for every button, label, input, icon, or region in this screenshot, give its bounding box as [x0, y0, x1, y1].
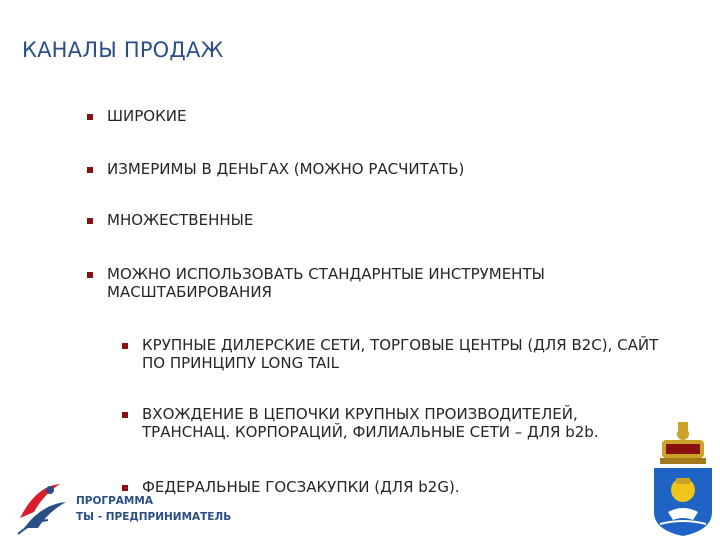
bullet-marker-icon: [87, 272, 93, 278]
bullet-marker-icon: [87, 218, 93, 224]
bullet-text: ШИРОКИЕ: [107, 107, 187, 125]
bullet-item-2: [87, 160, 647, 178]
regional-crest-icon: [648, 420, 718, 538]
bullet-marker-icon: [122, 412, 128, 418]
sub-bullet-text: КРУПНЫЕ ДИЛЕРСКИЕ СЕТИ, ТОРГОВЫЕ ЦЕНТРЫ (ДЛЯ B2C), САЙТ ПО ПРИНЦИПУ LONG TAIL: [142, 336, 659, 372]
bullet-marker-icon: [122, 343, 128, 349]
bullet-item-3: [87, 211, 647, 229]
sub-bullet-item-2: [122, 405, 662, 441]
program-logo-line1: ПРОГРАММА: [76, 495, 153, 507]
sub-bullet-text: ВХОЖДЕНИЕ В ЦЕПОЧКИ КРУПНЫХ ПРОИЗВОДИТЕЛЕЙ, ТРАНСНАЦ. КОРПОРАЦИЙ, ФИЛИАЛЬНЫЕ СЕТИ – ДЛЯ b2b.: [142, 405, 599, 441]
bullet-item-4: [87, 265, 617, 301]
sub-bullet-item-1: [122, 336, 662, 372]
program-logo: [14, 478, 232, 538]
sub-bullet-text: ФЕДЕРАЛЬНЫЕ ГОСЗАКУПКИ (ДЛЯ b2G).: [142, 478, 460, 496]
bullet-marker-icon: [87, 167, 93, 173]
bullet-marker-icon: [87, 114, 93, 120]
bullet-item-1: [87, 107, 647, 125]
bullet-text: МОЖНО ИСПОЛЬЗОВАТЬ СТАНДАРНТЫЕ ИНСТРУМЕНТЫ МАСШТАБИРОВАНИЯ: [107, 265, 545, 301]
slide-title: КАНАЛЫ ПРОДАЖ: [22, 38, 224, 62]
program-logo-icon: [14, 478, 74, 538]
program-logo-line2: ТЫ - ПРЕДПРИНИМАТЕЛЬ: [76, 511, 232, 523]
bullet-text: МНОЖЕСТВЕННЫЕ: [107, 211, 254, 229]
bullet-text: ИЗМЕРИМЫ В ДЕНЬГАХ (МОЖНО РАСЧИТАТЬ): [107, 160, 465, 178]
